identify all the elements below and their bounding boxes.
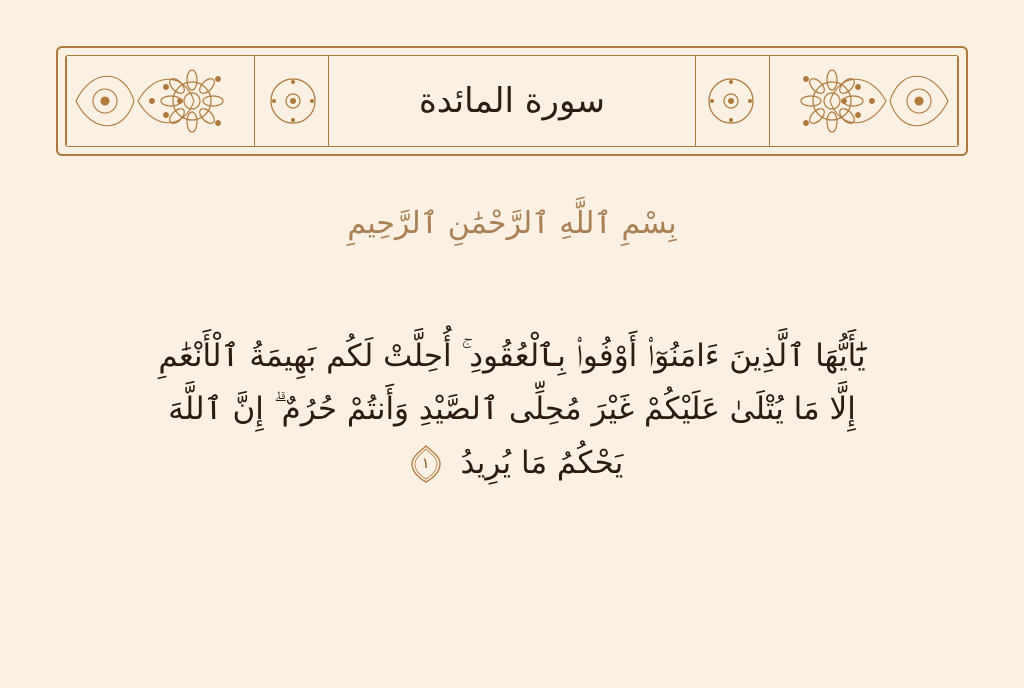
ayah-line: يَحْكُمُ مَا يُرِيدُ bbox=[460, 444, 624, 481]
arabesque-ornament-right bbox=[688, 56, 958, 146]
arabesque-ornament-left bbox=[66, 56, 336, 146]
ayah-number-marker bbox=[407, 444, 445, 484]
ayah-line: يَٰٓأَيُّهَا ٱلَّذِينَ ءَامَنُوٓا۟ أَوْفُوا۟ بِٱلْعُقُودِ ۚ أُحِلَّتْ لَكُم بَهِيمَةُ ٱلْأَنْعَٰمِ bbox=[158, 338, 866, 374]
ayah-number: ١ bbox=[421, 454, 430, 473]
rosette-icon-left-outer bbox=[266, 74, 320, 128]
surah-header-band bbox=[56, 46, 968, 156]
surah-header-inner-frame bbox=[65, 55, 959, 147]
surah-title: سورة المائدة bbox=[418, 81, 606, 121]
arabesque-scroll-left bbox=[68, 56, 252, 146]
ayah-line-with-marker bbox=[70, 437, 954, 490]
ayah-line: إِلَّا مَا يُتْلَىٰ عَلَيْكُمْ غَيْرَ مُحِلِّى ٱلصَّيْدِ وَأَنتُمْ حُرُمٌ ۗ إِنَّ ٱللَّهَ bbox=[168, 391, 856, 428]
rosette-icon-right-outer bbox=[704, 74, 758, 128]
surah-title-container bbox=[336, 56, 688, 146]
arabesque-scroll-right bbox=[772, 56, 956, 146]
basmala-text: بِسْمِ ٱللَّهِ ٱلرَّحْمَٰنِ ٱلرَّحِيمِ bbox=[347, 206, 677, 241]
ayah-text-block bbox=[70, 330, 954, 490]
